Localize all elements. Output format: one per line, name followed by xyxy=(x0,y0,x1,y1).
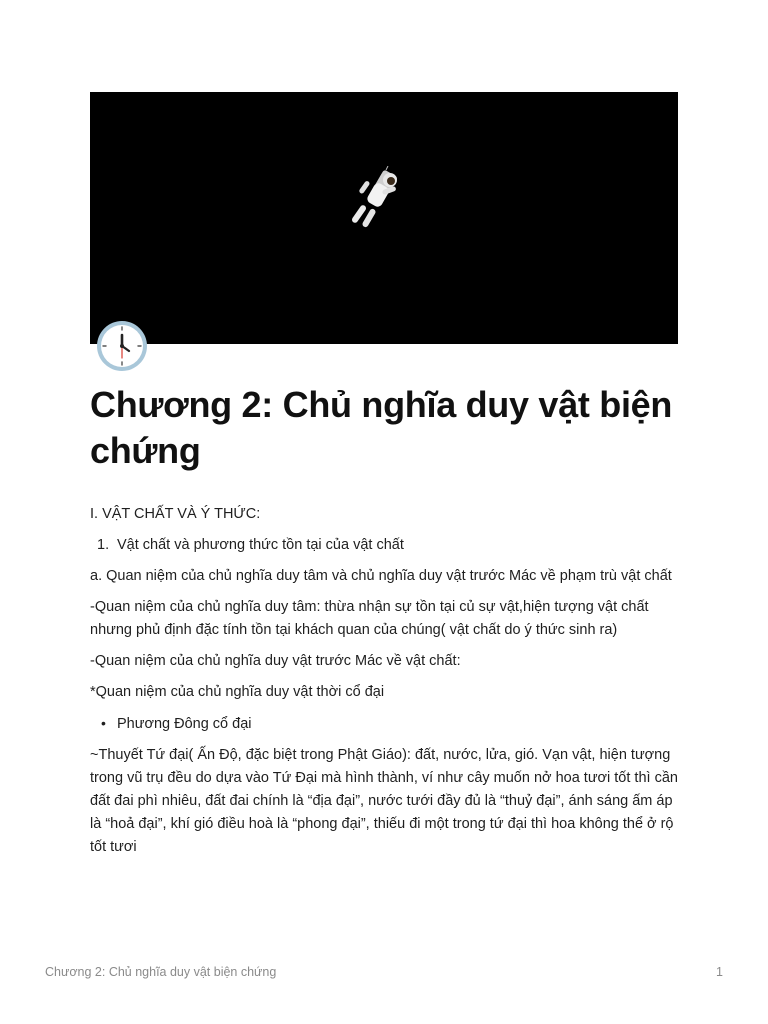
cover-image xyxy=(90,92,678,344)
document-body xyxy=(90,503,680,867)
bullet-dot-icon: • xyxy=(101,715,106,731)
footer-page-number: 1 xyxy=(716,965,723,979)
clock-icon xyxy=(96,320,148,372)
list-number: 1. xyxy=(97,537,110,553)
list-item-text: Vật chất và phương thức tồn tại của vật chất xyxy=(117,537,404,553)
paragraph: *Quan niệm của chủ nghĩa duy vật thời cổ đại xyxy=(90,684,385,700)
page-title: Chương 2: Chủ nghĩa duy vật biện chứng xyxy=(90,384,673,471)
numbered-list-item xyxy=(90,534,680,557)
bulleted-list-item xyxy=(90,712,680,736)
paragraph: -Quan niệm của chủ nghĩa duy vật trước Mác về vật chất: xyxy=(90,653,461,669)
astronaut-image xyxy=(348,166,408,232)
paragraph: a. Quan niệm của chủ nghĩa duy tâm và chủ nghĩa duy vật trước Mác về phạm trù vật chất xyxy=(90,568,672,584)
paragraph: -Quan niệm của chủ nghĩa duy tâm: thừa nhận sự tồn tại củ sự vật,hiện tượng vật chất nhưng phủ định đặc tính tồn tại khách quan của chúng( vật chất do ý thức sinh ra) xyxy=(90,599,649,638)
footer-doc-title: Chương 2: Chủ nghĩa duy vật biện chứng xyxy=(45,965,277,979)
section-heading: I. VẬT CHẤT VÀ Ý THỨC: xyxy=(90,506,261,522)
paragraph: ~Thuyết Tứ đại( Ấn Độ, đặc biệt trong Phật Giáo): đất, nước, lửa, gió. Vạn vật, hiện tượng trong vũ trụ đều do dựa vào Tứ Đại mà hình thành, ví như cây muốn nở hoa tươi tốt thì cần đất đai phì nhiêu, đất đai chính là “địa đại”, nước tưới đầy đủ là “thuỷ đại”, ánh sáng ấm áp là “hoả đại”, khí gió điều hoà là “phong đại”, thiếu đi một trong tứ đại thì hoa không thể ở rộ tốt tươi xyxy=(90,747,678,855)
list-item-text: Phương Đông cổ đại xyxy=(117,716,252,732)
